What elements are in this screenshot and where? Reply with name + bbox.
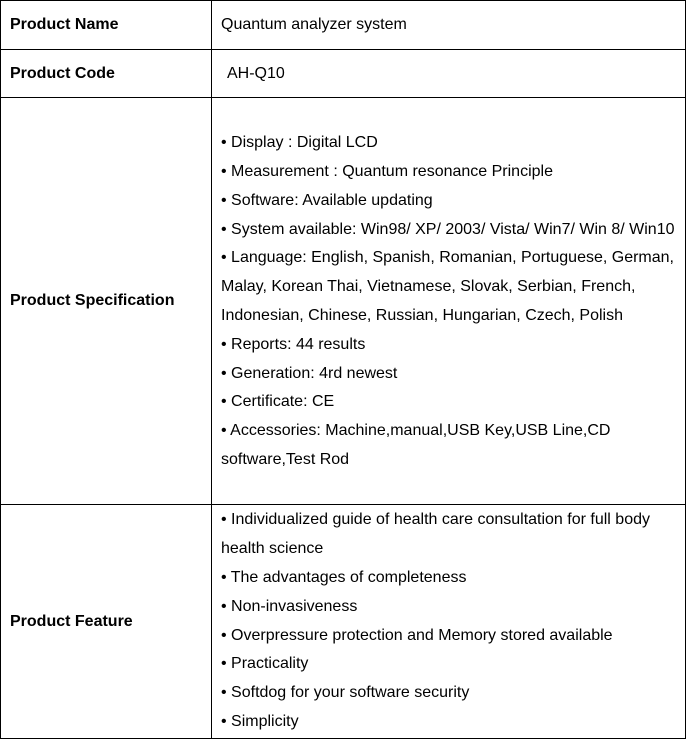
feature-list xyxy=(221,506,679,736)
product-name-value: Quantum analyzer system xyxy=(212,1,686,50)
spec-item: • Accessories: Machine,manual,USB Key,USB Line,CD software,Test Rod xyxy=(221,422,611,468)
product-specification-label: Product Specification xyxy=(1,98,212,505)
feature-item: • Practicality xyxy=(221,655,309,673)
feature-item: • The advantages of completeness xyxy=(221,568,467,586)
specification-list xyxy=(221,127,679,475)
product-specification-cell xyxy=(212,98,686,505)
spec-item: • Measurement : Quantum resonance Principle xyxy=(221,163,553,181)
feature-item: • Overpressure protection and Memory stored available xyxy=(221,626,613,644)
row-product-code xyxy=(1,50,686,98)
feature-item: • Non-invasiveness xyxy=(221,597,358,615)
feature-item: • Individualized guide of health care consultation for full body health science xyxy=(221,511,650,558)
feature-item: • Softdog for your software security xyxy=(221,684,470,702)
row-product-feature xyxy=(1,505,686,739)
spec-item: • Language: English, Spanish, Romanian, Portuguese, German, Malay, Korean Thai, Vietnamese, Slovak, Serbian, French, Indonesian, Chinese, Russian, Hungarian, Czech, Polish xyxy=(221,249,674,324)
product-code-value: AH-Q10 xyxy=(227,64,285,82)
spec-item: • Reports: 44 results xyxy=(221,335,366,353)
feature-item: • Simplicity xyxy=(221,712,299,730)
product-code-cell xyxy=(212,50,686,98)
product-name-label: Product Name xyxy=(1,1,212,50)
product-feature-cell xyxy=(212,505,686,739)
spec-item: • Certificate: CE xyxy=(221,393,335,411)
spec-item: • Software: Available updating xyxy=(221,191,433,209)
row-product-specification xyxy=(1,98,686,505)
spec-item: • Display : Digital LCD xyxy=(221,134,378,152)
product-code-label: Product Code xyxy=(1,50,212,98)
spec-item: • System available: Win98/ XP/ 2003/ Vista/ Win7/ Win 8/ Win10 xyxy=(221,220,675,238)
row-product-name xyxy=(1,1,686,50)
spec-item: • Generation: 4rd newest xyxy=(221,364,398,382)
product-feature-label: Product Feature xyxy=(1,505,212,739)
